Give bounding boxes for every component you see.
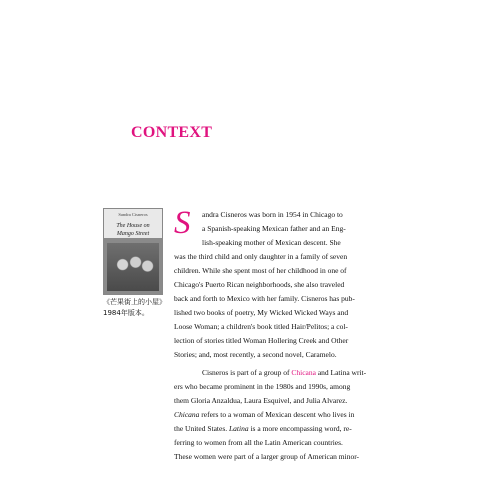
- caption-line: 《芒果街上的小屋》: [103, 298, 166, 306]
- book-cover-image: [103, 208, 163, 295]
- text-line: Loose Woman; a children's book titled Hair/Pelitos; a col-: [174, 322, 348, 331]
- text-line: ferring to women from all the Latin American countries.: [174, 438, 343, 447]
- text-run: Chicana: [174, 410, 200, 419]
- cover-title: [106, 222, 160, 238]
- text-line: them Gloria Anzaldua, Laura Esquivel, and Julia Alvarez.: [174, 396, 348, 405]
- cover-photo: [107, 243, 159, 291]
- text-line: lection of stories titled Woman Hollering Creek and Other: [174, 336, 349, 345]
- text-line: Stories; and, most recently, a second novel, Caramelo.: [174, 350, 337, 359]
- text-line: [174, 410, 354, 420]
- cover-author: Sandra Cisneros: [118, 212, 148, 217]
- chicana-term-link[interactable]: Chicana: [291, 368, 316, 377]
- text-line: lish-speaking mother of Mexican descent. She: [202, 238, 341, 247]
- cover-title-line: Mango Street: [116, 231, 150, 237]
- figure-caption: [103, 297, 173, 319]
- text-run: refers to a woman of Mexican descent who lives in: [199, 410, 355, 419]
- text-line: andra Cisneros was born in 1954 in Chicago to: [202, 210, 343, 219]
- text-line: was the third child and only daughter in a family of seven: [174, 252, 348, 261]
- drop-cap: S: [174, 205, 191, 241]
- caption-line: 1984年版本。: [103, 309, 149, 317]
- text-line: [174, 424, 352, 434]
- text-line: a Spanish-speaking Mexican father and an Eng-: [202, 224, 346, 233]
- text-line: Chicago's Puerto Rican neighborhoods, she also traveled: [174, 280, 345, 289]
- section-heading: CONTEXT: [131, 124, 213, 141]
- text-run: the United States.: [174, 424, 229, 433]
- text-run: Cisneros is part of a group of: [202, 368, 292, 377]
- text-line: [202, 368, 366, 378]
- text-line: lished two books of poetry, My Wicked Wicked Ways and: [174, 308, 349, 317]
- text-line: children. While she spent most of her childhood in one of: [174, 266, 347, 275]
- text-run: Latina: [229, 424, 249, 433]
- text-line: back and forth to Mexico with her family. Cisneros has pub-: [174, 294, 355, 303]
- text-run: is a more encompassing word, re-: [248, 424, 352, 433]
- text-run: and Latina writ-: [315, 368, 367, 377]
- cover-title-line: The House on: [116, 223, 150, 229]
- text-line: These women were part of a larger group of American minor-: [174, 452, 360, 461]
- text-line: ers who became prominent in the 1980s and 1990s, among: [174, 382, 351, 391]
